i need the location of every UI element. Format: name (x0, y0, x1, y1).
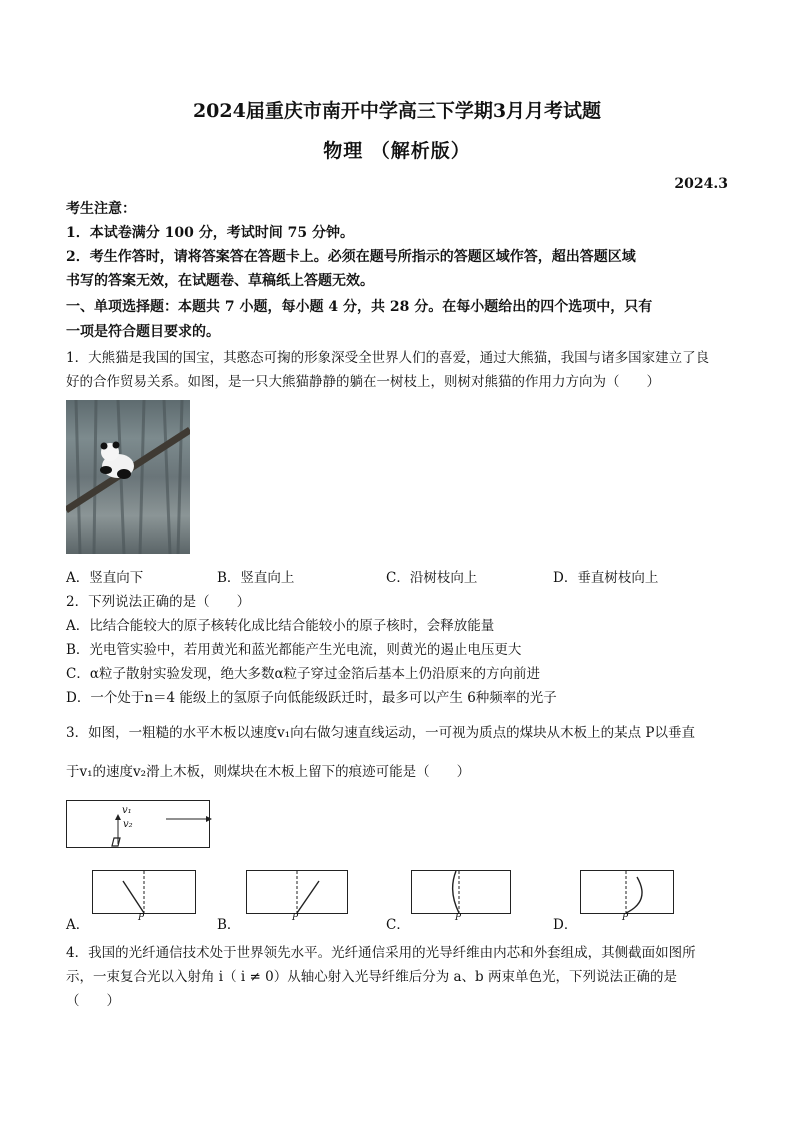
page-title: 2024届重庆市南开中学高三下学期3月月考试题 (192, 100, 602, 122)
q2-option-d: D．一个处于n＝4 能级上的氢原子向低能级跃迁时，最多可以产生 6种频率的光子 (66, 690, 557, 706)
q1-option-b: B．竖直向上 (217, 570, 295, 586)
panda-photo (66, 400, 190, 554)
exam-date: 2024.3 (674, 176, 728, 192)
q3-stem-line2: 于v₁的速度v₂滑上木板，则煤块在木板上留下的痕迹可能是（ ） (66, 764, 471, 780)
q3-option-d: D． (553, 917, 578, 933)
q4-stem-line2: 示，一束复合光以入射角 i（ i ≠ 0）从轴心射入光导纤维后分为 a、b 两束单色光，下列说法正确的是 (66, 969, 677, 985)
q3-v2-label: v₂ (123, 819, 133, 830)
q3-a-p-label: P (138, 913, 145, 923)
q3-option-c-figure (411, 870, 511, 914)
q1-stem-line1: 1．大熊猫是我国的国宝，其憨态可掬的形象深受全世界人们的喜爱，通过大熊猫，我国与诸多国家建立了良 (66, 350, 710, 366)
q3-d-p-label: P (622, 913, 629, 923)
q3-board-arrows (66, 798, 226, 850)
q3-b-p-label: P (292, 913, 299, 923)
q3-c-p-label: P (455, 913, 462, 923)
q2-stem: 2．下列说法正确的是（ ） (66, 594, 251, 610)
q3-option-c: C． (386, 917, 410, 933)
q2-option-b: B．光电管实验中，若用黄光和蓝光都能产生光电流，则黄光的遏止电压更大 (66, 642, 522, 658)
q3-option-d-figure (580, 870, 674, 914)
notice-item-1: 1．本试卷满分 100 分，考试时间 75 分钟。 (66, 225, 354, 241)
notice-item-2b: 书写的答案无效，在试题卷、草稿纸上答题无效。 (66, 273, 374, 289)
q2-option-a: A．比结合能较大的原子核转化成比结合能较小的原子核时，会释放能量 (66, 618, 495, 634)
q3-option-b-figure (246, 870, 348, 914)
section-heading-line2: 一项是符合题目要求的。 (66, 324, 220, 340)
section-heading-line1: 一、单项选择题：本题共 7 小题，每小题 4 分，共 28 分。在每小题给出的四个选项中，只有 (66, 299, 653, 315)
q2-option-c: C．α粒子散射实验发现，绝大多数α粒子穿过金箔后基本上仍沿原来的方向前进 (66, 666, 541, 682)
q1-option-d: D．垂直树枝向上 (553, 570, 659, 586)
q4-stem-line1: 4．我国的光纤通信技术处于世界领先水平。光纤通信采用的光导纤维由内芯和外套组成，其侧截面如图所 (66, 945, 696, 961)
q1-stem-line2: 好的合作贸易关系。如图，是一只大熊猫静静的躺在一树枝上，则树对熊猫的作用力方向为（ ） (66, 374, 660, 390)
q3-stem-line1: 3．如图，一粗糙的水平木板以速度v₁向右做匀速直线运动，一可视为质点的煤块从木板上的某点 P以垂直 (66, 725, 696, 741)
q1-option-c: C．沿树枝向上 (386, 570, 478, 586)
q3-option-a-figure (92, 870, 196, 914)
q4-stem-line3: （ ） (66, 993, 120, 1009)
q3-v1-label: v₁ (122, 805, 132, 816)
q3-option-b: B． (217, 917, 241, 933)
notice-item-2a: 2．考生作答时，请将答案答在答题卡上。必须在题号所指示的答题区域作答，超出答题区域 (66, 249, 636, 265)
page-subtitle: 物理 （解析版） (323, 140, 471, 162)
q3-option-a: A． (66, 917, 90, 933)
notice-heading: 考生注意： (66, 201, 136, 217)
q1-option-a: A．竖直向下 (66, 570, 144, 586)
